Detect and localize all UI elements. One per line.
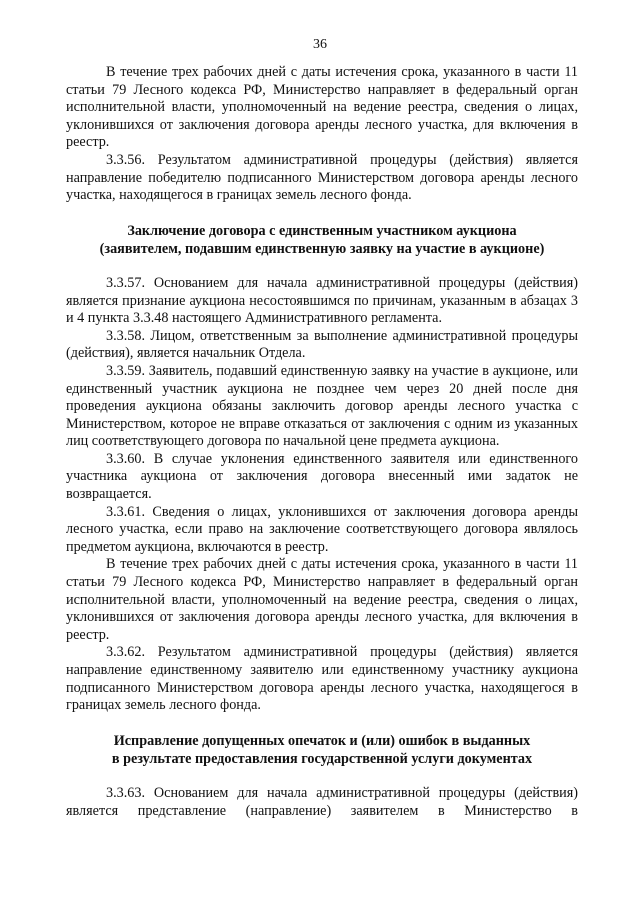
section-heading-corrections [66, 732, 578, 769]
paragraph-3-3-59: 3.3.59. Заявитель, подавший единственную заявку на участие в аукционе, или единственный участник аукциона не позднее чем через 20 дней после дня проведения аукциона обязаны заключить договор аренды лесного участка с Министерством, которое не вправе отказаться от заключения с одним из указанных лиц соответствующего договора по начальной цене предмета аукциона. [66, 362, 578, 450]
paragraph-3-3-61: 3.3.61. Сведения о лицах, уклонившихся от заключения договора аренды лесного участка, если право на заключение соответствующего договора являлось предметом аукциона, включаются в реестр. [66, 503, 578, 555]
paragraph-3-3-56: 3.3.56. Результатом административной процедуры (действия) является направление победителю подписанного Министерством договора аренды лесного участка, находящегося в границах земель лесного фонда. [66, 151, 578, 204]
heading-line: Заключение договора с единственным участником аукциона [127, 222, 517, 239]
page-number: 36 [313, 37, 327, 52]
paragraph-reestr-2: В течение трех рабочих дней с даты истечения срока, указанного в части 11 статьи 79 Лесного кодекса РФ, Министерство направляет в федеральный орган исполнительной власти, уполномоченный на ведение реестра, сведения о лицах, уклонившихся от заключения договора аренды лесного участка, для включения в реестр. [66, 556, 578, 643]
paragraph-3-3-57: 3.3.57. Основанием для начала административной процедуры (действия) является признание аукциона несостоявшимся по причинам, указанным в абзацах 3 и 4 пункта 3.3.48 настоящего Административного регламента. [66, 274, 578, 327]
paragraph-3-3-58: 3.3.58. Лицом, ответственным за выполнение административной процедуры (действия), является начальник Отдела. [66, 327, 578, 362]
document-body [66, 64, 578, 820]
paragraph-3-3-60: 3.3.60. В случае уклонения единственного заявителя или единственного участника аукциона от заключения договора внесенный ими задаток не возвращается. [66, 450, 578, 503]
paragraph-reestr-1: В течение трех рабочих дней с даты истечения срока, указанного в части 11 статьи 79 Лесного кодекса РФ, Министерство направляет в федеральный орган исполнительной власти, уполномоченный на ведение реестра, сведения о лицах, уклонившихся от заключения договора аренды лесного участка, для включения в реестр. [66, 64, 578, 151]
paragraph-3-3-62: 3.3.62. Результатом административной процедуры (действия) является направление единственному заявителю или единственному участнику аукциона подписанного Министерством договора аренды лесного участка, находящегося в границах земель лесного фонда. [66, 644, 578, 714]
heading-line: (заявителем, подавшим единственную заявку на участие в аукционе) [99, 241, 545, 258]
section-heading-single-participant [66, 222, 578, 259]
paragraph-3-3-63: 3.3.63. Основанием для начала административной процедуры (действия) является представление (направление) заявителем в Министерство в [66, 784, 578, 819]
heading-line: Исправление допущенных опечаток и (или) ошибок в выданных [113, 732, 531, 749]
heading-line: в результате предоставления государственной услуги документах [111, 751, 533, 768]
